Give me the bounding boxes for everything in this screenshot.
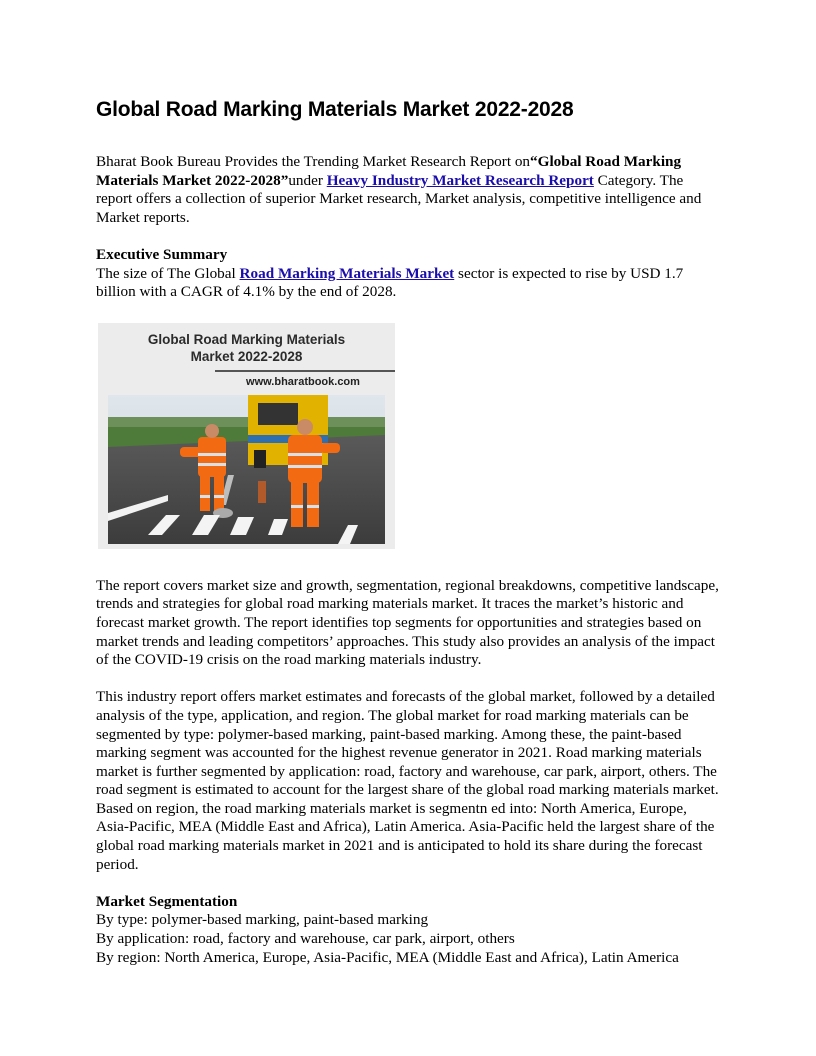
executive-summary-heading: Executive Summary — [96, 245, 228, 263]
segmentation-by-application: By application: road, factory and warehouse, car park, airport, others — [96, 930, 515, 948]
intro-prefix: Bharat Book Bureau Provides the Trending Market Research Report on — [96, 153, 531, 170]
document-page — [96, 96, 720, 967]
report-cover-image — [98, 323, 395, 549]
exec-prefix: The size of The Global — [96, 264, 240, 282]
intro-suffix: Category. The report offers a collection of superior Market research, Market analysis, competitive intelligence and Market reports. — [96, 171, 702, 226]
figure-title-line2: Market 2022-2028 — [190, 348, 303, 364]
intro-under: under — [288, 171, 327, 189]
paragraph-analysis: This industry report offers market estimates and forecasts of the global market, followed by a detailed analysis of the type, application, and region. The global market for road marking materials can be segmented by type: polymer-based marking, paint-based marking. Among these, the paint-based marking segment was accounted for the highest revenue generator in 2021. Road marking materials market is further segmented by application: road, factory and warehouse, car park, airport, others. The road segment is estimated to account for the largest share of the global road marking materials market. Based on region, the road marking materials market is segmentn ed into: North America, Europe, Asia-Pacific, MEA (Middle East and Africa), Latin America. Asia-Pacific held the largest share of the global road marking materials market in 2021 and is anticipated to hold its share during the forecast period. — [96, 688, 719, 873]
figure-divider — [215, 370, 395, 372]
road-workers-photo — [108, 395, 385, 544]
segmentation-heading: Market Segmentation — [96, 892, 238, 910]
executive-summary-text — [96, 265, 720, 302]
figure-title-line1: Global Road Marking Materials — [147, 331, 346, 347]
intro-report-name: “Global Road Marking Materials Market 2022-2028” — [96, 153, 682, 189]
page-title: Global Road Marking Materials Market 2022-2028 — [96, 98, 574, 121]
intro-paragraph — [96, 153, 720, 227]
segmentation-by-region: By region: North America, Europe, Asia-Pacific, MEA (Middle East and Africa), Latin America — [96, 948, 679, 966]
figure-title — [98, 331, 395, 365]
segmentation-by-type: By type: polymer-based marking, paint-based marking — [96, 911, 429, 929]
market-link[interactable]: Road Marking Materials Market — [239, 264, 455, 282]
paragraph-overview: The report covers market size and growth, segmentation, regional breakdowns, competitive landscape, trends and strategies for global road marking materials market. It traces the market’s historic and forecast market growth. The report identifies top segments for opportunities and strategies based on market trends and leading competitors’ approaches. This study also provides an analysis of the impact of the COVID-19 crisis on the road marking materials industry. — [96, 576, 719, 669]
figure-url: www.bharatbook.com — [246, 375, 360, 388]
category-link[interactable]: Heavy Industry Market Research Report — [326, 171, 594, 189]
exec-suffix: sector is expected to rise by USD 1.7 billion with a CAGR of 4.1% by the end of 2028. — [96, 264, 684, 301]
